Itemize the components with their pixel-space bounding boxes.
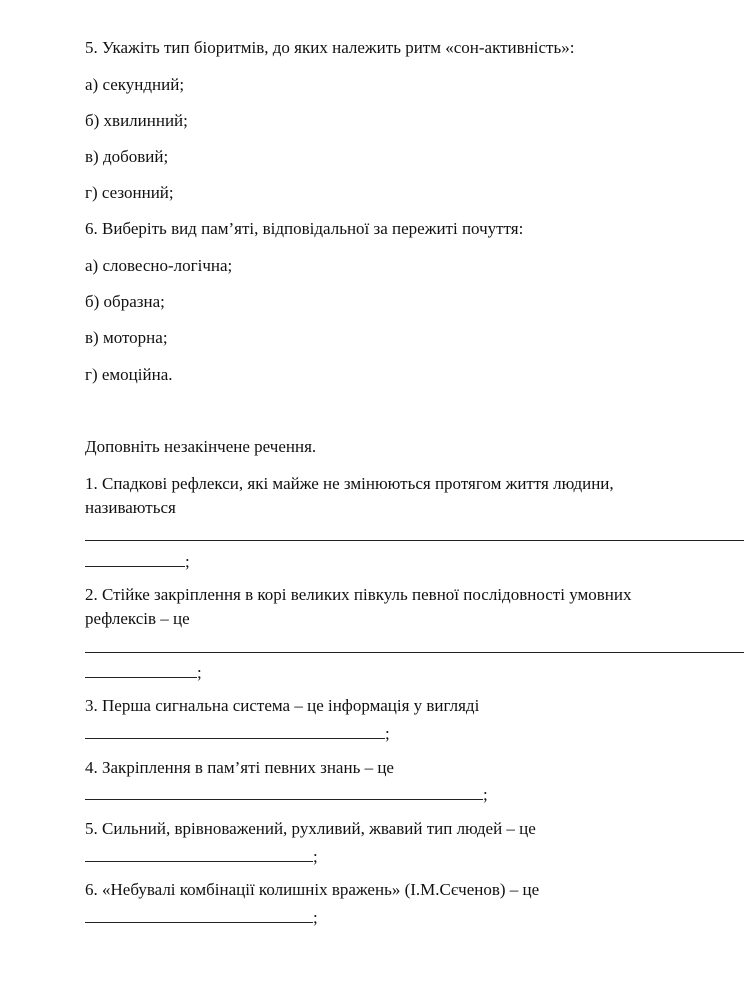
fill-item-1-line2: називаються <box>85 498 176 517</box>
fill-item-3: 3. Перша сигнальна система – це інформація у вигляді <box>85 696 480 715</box>
fill-item-2-line2: рефлексів – це <box>85 609 190 628</box>
fill-item-1-line1: 1. Спадкові рефлекси, які майже не змінюються протягом життя людини, <box>85 474 614 493</box>
answer-line-3[interactable] <box>85 722 390 745</box>
fill-item-3-end: ; <box>385 724 390 743</box>
answer-line-6[interactable] <box>85 906 318 929</box>
answer-line-4[interactable] <box>85 783 488 806</box>
option-5d: г) сезонний; <box>85 183 174 202</box>
question-5: 5. Укажіть тип біоритмів, до яких належить ритм «сон-активність»: <box>85 38 575 57</box>
fill-item-5: 5. Сильний, врівноважений, рухливий, жвавий тип людей – це <box>85 819 536 838</box>
fill-item-4: 4. Закріплення в пам’яті певних знань – це <box>85 758 394 777</box>
answer-line-1a[interactable] <box>85 540 744 541</box>
fill-item-2-line1: 2. Стійке закріплення в корі великих півкуль певної послідовності умовних <box>85 585 632 604</box>
question-6: 6. Виберіть вид пам’яті, відповідальної за пережиті почуття: <box>85 219 524 238</box>
option-5b: б) хвилинний; <box>85 111 188 130</box>
fill-item-4-end: ; <box>483 785 488 804</box>
option-5a: а) секундний; <box>85 75 185 94</box>
option-6d: г) емоційна. <box>85 365 173 384</box>
answer-line-2b[interactable] <box>85 661 202 684</box>
answer-line-1b[interactable] <box>85 550 190 573</box>
fill-item-5-end: ; <box>313 847 318 866</box>
fill-item-6: 6. «Небувалі комбінації колишніх вражень» (І.М.Сєченов) – це <box>85 880 540 899</box>
answer-line-5[interactable] <box>85 845 318 868</box>
option-6c: в) моторна; <box>85 328 168 347</box>
option-6b: б) образна; <box>85 292 165 311</box>
fill-item-2-end: ; <box>197 663 202 682</box>
option-5c: в) добовий; <box>85 147 169 166</box>
answer-line-2a[interactable] <box>85 652 744 653</box>
fill-item-6-end: ; <box>313 908 318 927</box>
section-heading: Доповніть незакінчене речення. <box>85 437 317 456</box>
fill-item-1-end: ; <box>185 552 190 571</box>
option-6a: а) словесно-логічна; <box>85 256 233 275</box>
